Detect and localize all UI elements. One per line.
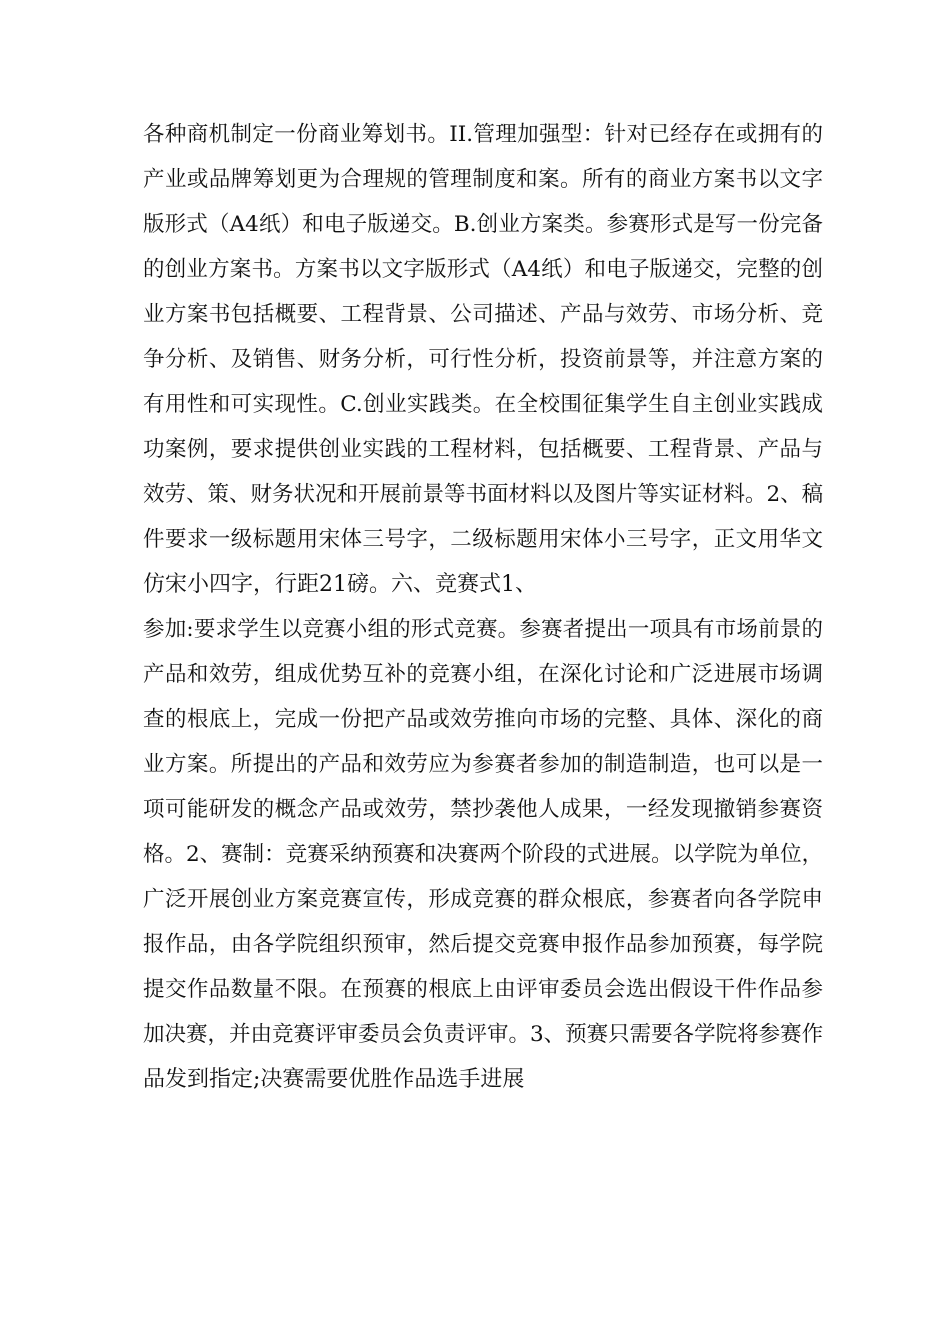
text-line: 效劳、策、财务状况和开展前景等书面材料以及图片等实证材料。2、稿 [143,482,824,507]
text-line: 有用性和可实现性。C.创业实践类。在全校围征集学生自主创业实践成 [143,392,823,417]
text-line: 产业或品牌筹划更为合理规的管理制度和案。所有的商业方案书以文字 [143,167,823,192]
text-line: 各种商机制定一份商业筹划书。II.管理加强型：针对已经存在或拥有的 [143,122,823,147]
text-line: 加决赛，并由竞赛评审委员会负责评审。3、预赛只需要各学院将参赛作 [143,1022,824,1047]
text-line: 查的根底上，完成一份把产品或效劳推向市场的完整、具体、深化的商 [143,707,823,732]
text-line: 报作品，由各学院组织预审，然后提交竞赛申报作品参加预赛，每学院 [143,932,823,957]
text-line: 业方案书包括概要、工程背景、公司描述、产品与效劳、市场分析、竞 [143,302,823,327]
text-line: 争分析、及销售、财务分析，可行性分析，投资前景等，并注意方案的 [143,347,823,372]
text-line: 参加:要求学生以竞赛小组的形式竞赛。参赛者提出一项具有市场前景的 [143,617,823,642]
text-line: 提交作品数量不限。在预赛的根底上由评审委员会选出假设干件作品参 [143,977,823,1002]
text-line: 格。2、赛制：竞赛采纳预赛和决赛两个阶段的式进展。以学院为单位， [143,842,824,867]
text-line: 功案例，要求提供创业实践的工程材料，包括概要、工程背景、产品与 [143,437,823,462]
text-line: 产品和效劳，组成优势互补的竞赛小组，在深化讨论和广泛进展市场调 [143,662,823,687]
text-line: 广泛开展创业方案竞赛宣传，形成竞赛的群众根底，参赛者向各学院申 [143,887,823,912]
text-line: 业方案。所提出的产品和效劳应为参赛者参加的制造制造，也可以是一 [143,752,823,777]
text-line: 项可能研发的概念产品或效劳，禁抄袭他人成果，一经发现撤销参赛资 [143,797,823,822]
text-line: 版形式（A4纸）和电子版递交。B.创业方案类。参赛形式是写一份完备 [143,212,823,237]
text-line: 件要求一级标题用宋体三号字，二级标题用宋体小三号字，正文用华文 [143,527,823,552]
text-line: 品发到指定;决赛需要优胜作品选手进展 [143,1067,525,1092]
text-line: 仿宋小四字，行距21磅。六、竞赛式1、 [143,572,537,597]
text-line: 的创业方案书。方案书以文字版形式（A4纸）和电子版递交，完整的创 [143,257,823,282]
body-text [143,112,823,1102]
